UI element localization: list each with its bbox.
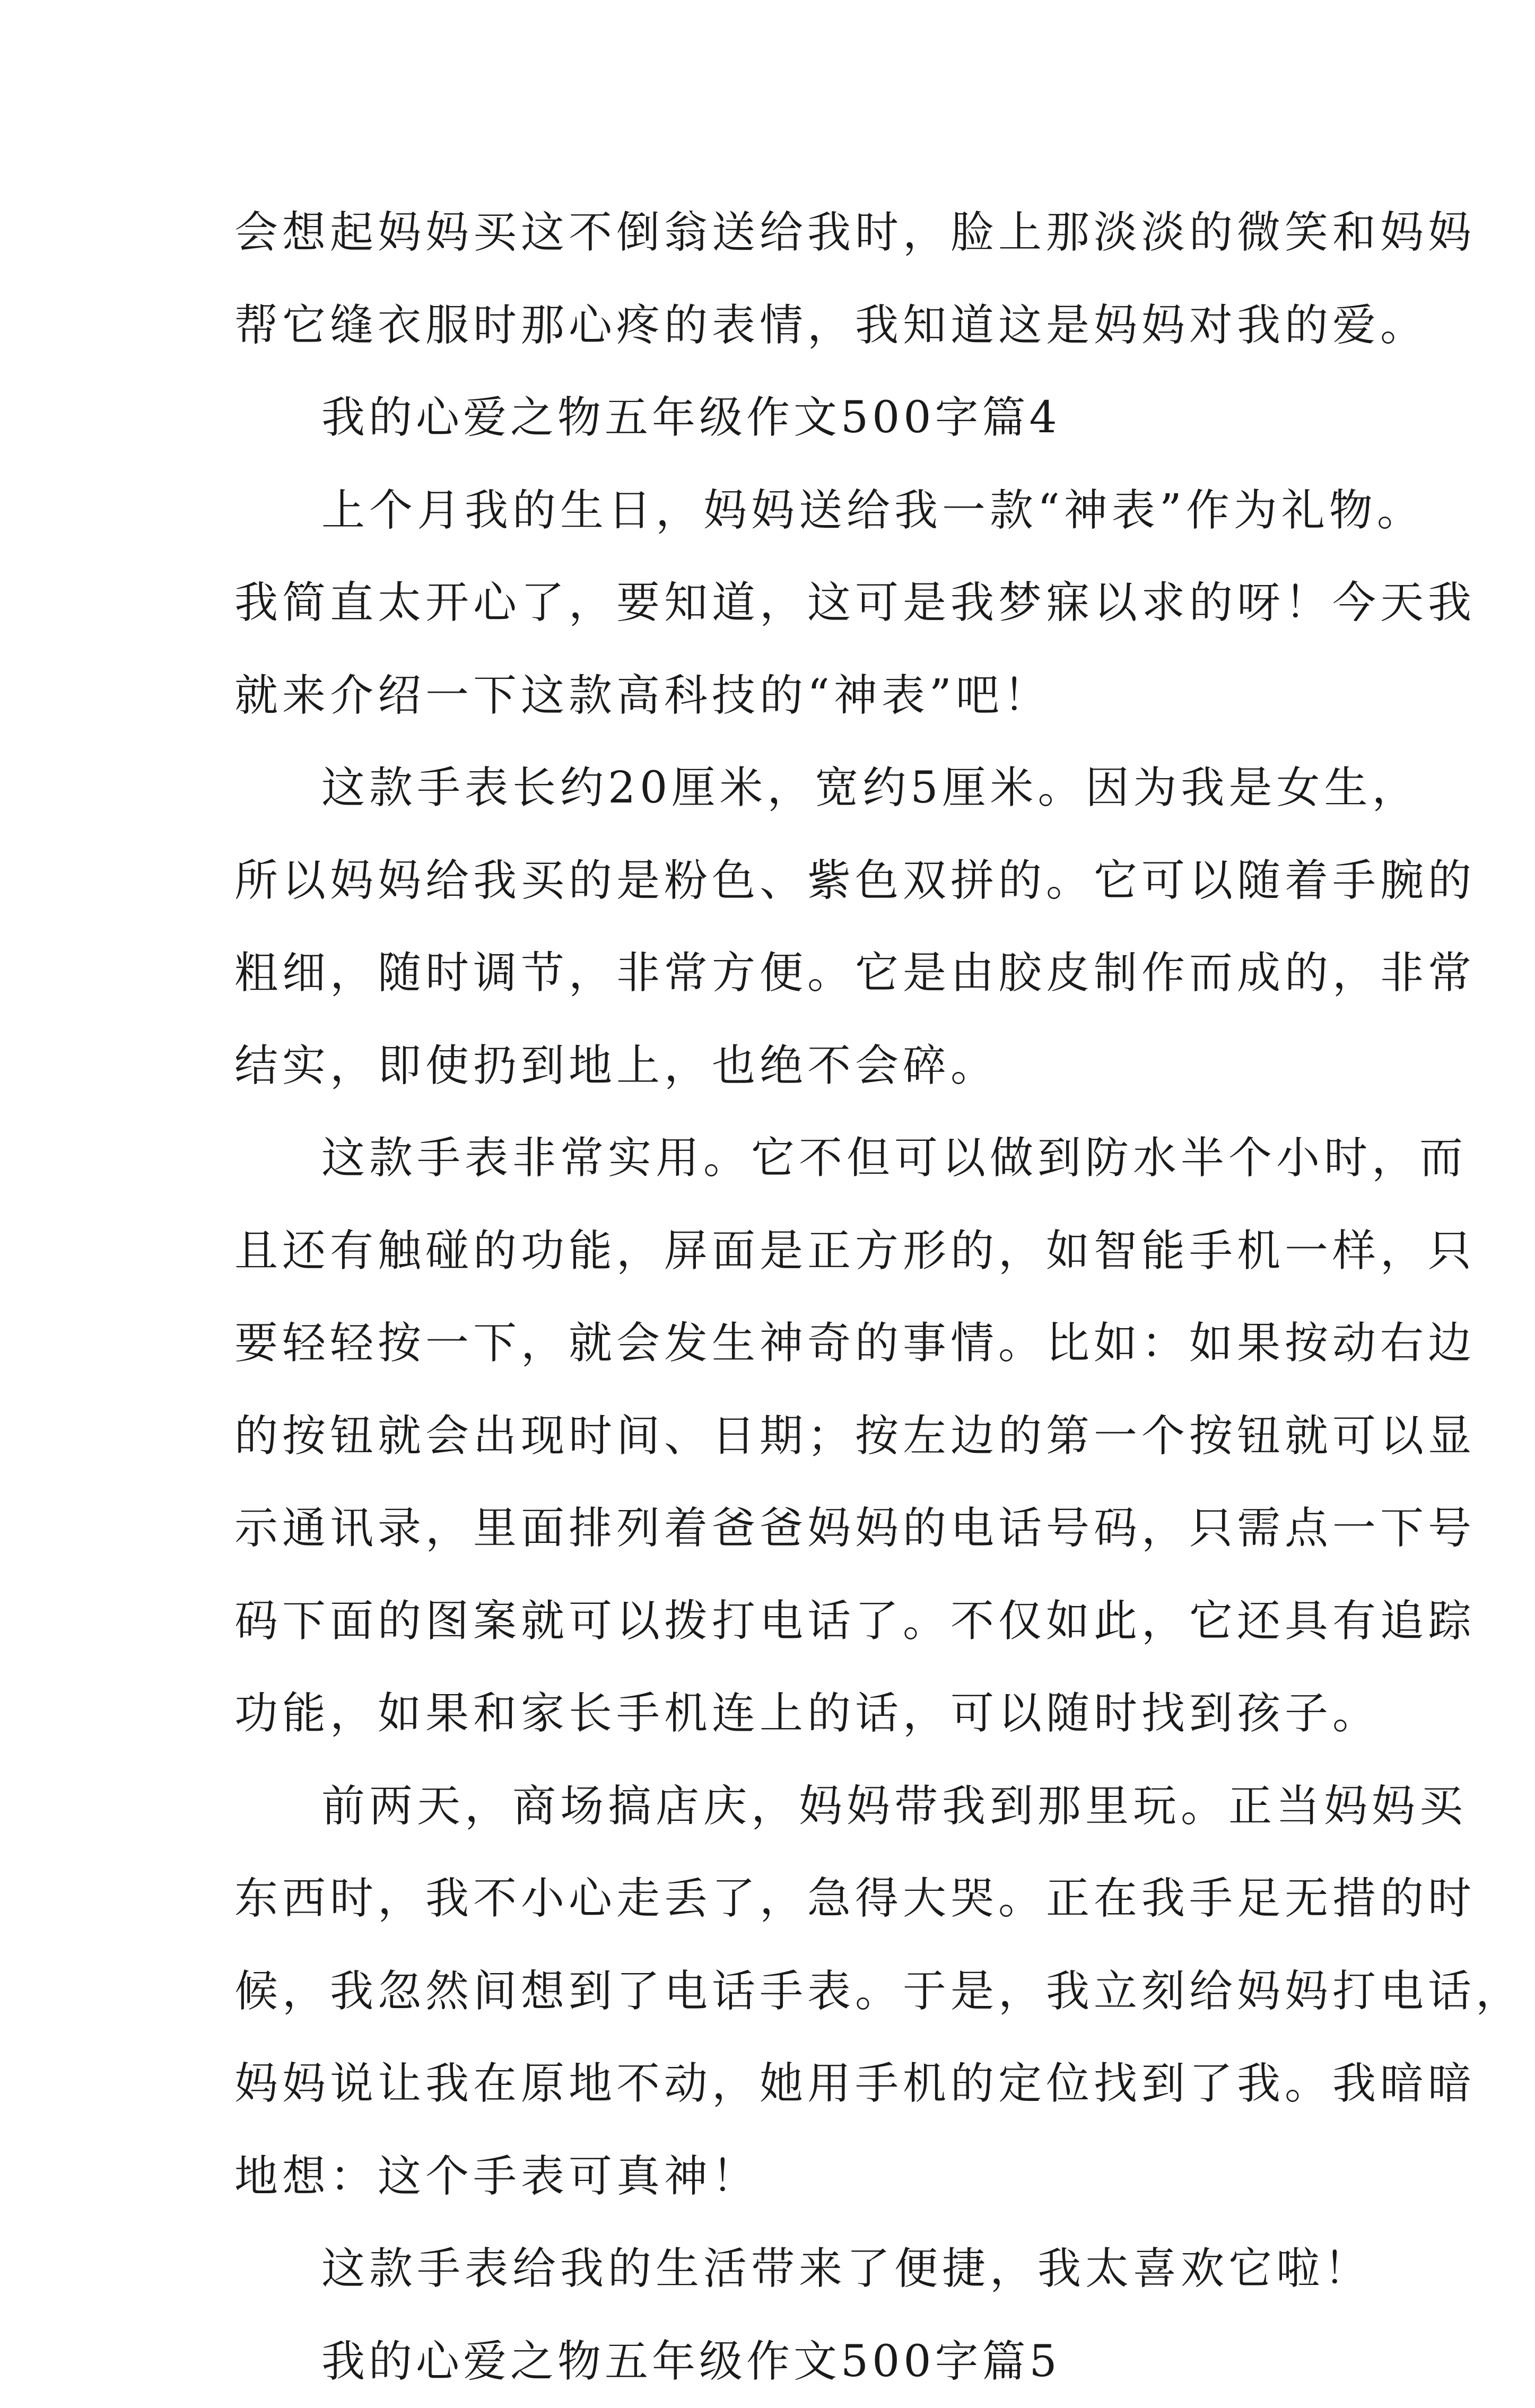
body-line: 码下面的图案就可以拨打电话了。不仅如此，它还具有追踪	[234, 1575, 1306, 1668]
body-line: 且还有触碰的功能，屏面是正方形的，如智能手机一样，只	[234, 1205, 1306, 1298]
body-line: 会想起妈妈买这不倒翁送给我时，脸上那淡淡的微笑和妈妈	[234, 187, 1306, 280]
body-line: 地想：这个手表可真神！	[234, 2131, 1306, 2223]
body-line: 妈妈说让我在原地不动，她用手机的定位找到了我。我暗暗	[234, 2038, 1306, 2131]
body-line: 功能，如果和家长手机连上的话，可以随时找到孩子。	[234, 1668, 1306, 1760]
body-line: 所以妈妈给我买的是粉色、紫色双拼的。它可以随着手腕的	[234, 835, 1306, 928]
body-line: 结实，即使扔到地上，也绝不会碎。	[234, 1020, 1306, 1113]
body-line: 帮它缝衣服时那心疼的表情，我知道这是妈妈对我的爱。	[234, 280, 1306, 372]
body-line: 东西时，我不小心走丢了，急得大哭。正在我手足无措的时	[234, 1853, 1306, 1945]
body-line: 就来介绍一下这款高科技的“神表”吧！	[234, 650, 1306, 743]
paragraph-first-line: 这款手表非常实用。它不但可以做到防水半个小时，而	[234, 1112, 1306, 1205]
body-line: 的按钮就会出现时间、日期；按左边的第一个按钮就可以显	[234, 1390, 1306, 1483]
paragraph-first-line: 这款手表给我的生活带来了便捷，我太喜欢它啦！	[234, 2223, 1306, 2316]
body-line: 要轻轻按一下，就会发生神奇的事情。比如：如果按动右边	[234, 1297, 1306, 1390]
section-heading-5: 我的心爱之物五年级作文500字篇5	[234, 2316, 1306, 2408]
section-heading-4: 我的心爱之物五年级作文500字篇4	[234, 372, 1306, 465]
paragraph-first-line: 这款手表长约20厘米，宽约5厘米。因为我是女生，	[234, 742, 1306, 835]
body-line: 我简直太开心了，要知道，这可是我梦寐以求的呀！今天我	[234, 557, 1306, 650]
essay-text	[234, 187, 1306, 2408]
body-line: 示通讯录，里面排列着爸爸妈妈的电话号码，只需点一下号	[234, 1482, 1306, 1575]
body-line: 粗细，随时调节，非常方便。它是由胶皮制作而成的，非常	[234, 927, 1306, 1020]
paragraph-first-line: 前两天，商场搞店庆，妈妈带我到那里玩。正当妈妈买	[234, 1760, 1306, 1853]
body-line: 候，我忽然间想到了电话手表。于是，我立刻给妈妈打电话，	[234, 1945, 1306, 2038]
paragraph-first-line: 上个月我的生日，妈妈送给我一款“神表”作为礼物。	[234, 465, 1306, 557]
